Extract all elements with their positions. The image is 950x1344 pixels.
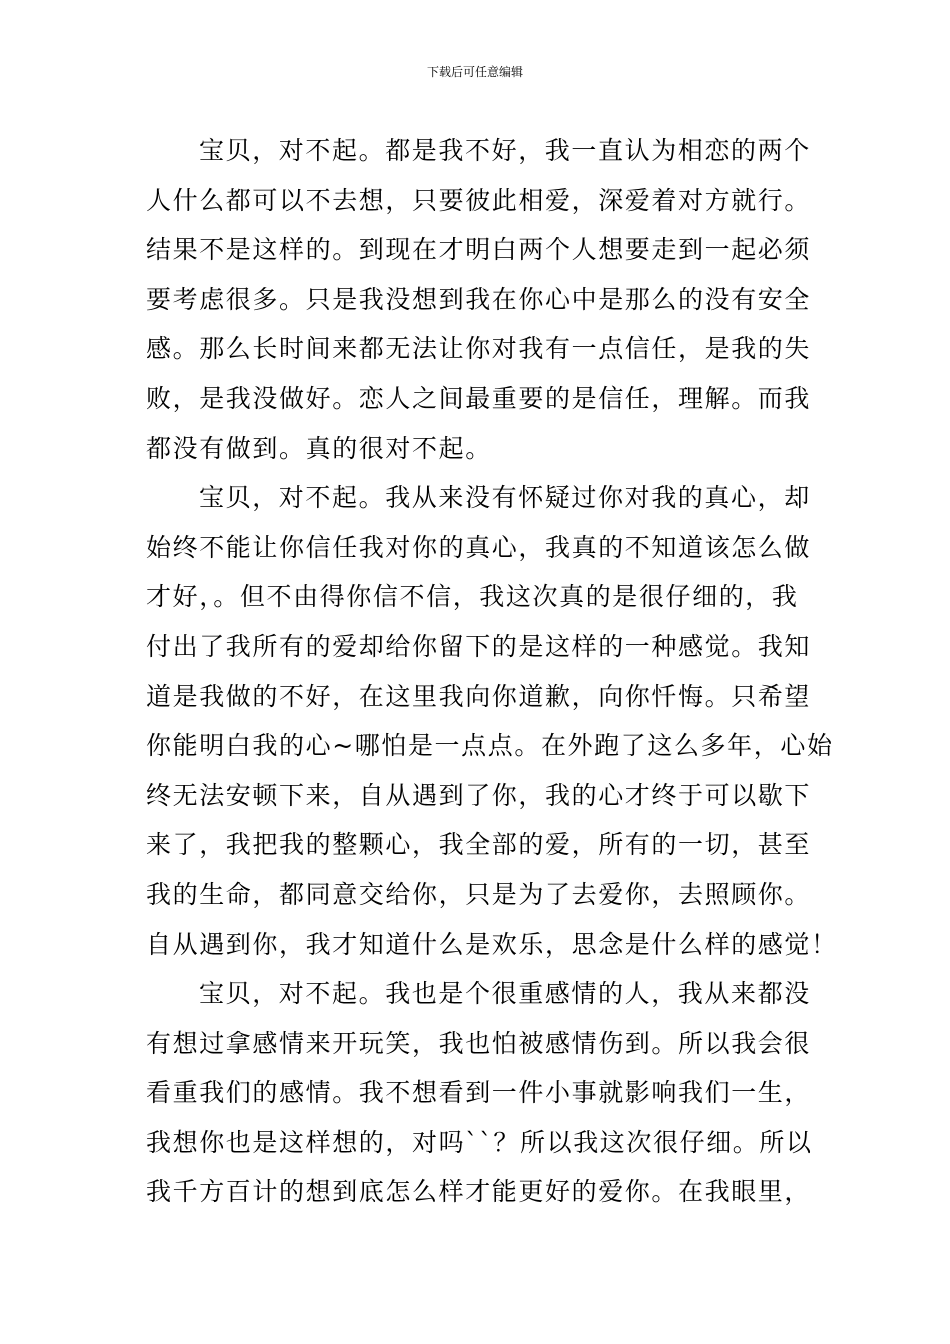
- text-line: 道是我做的不好，在这里我向你道歉，向你忏悔。只希望: [146, 681, 812, 711]
- text-line: 看重我们的感情。我不想看到一件小事就影响我们一生，: [146, 1078, 812, 1108]
- text-line: 你能明白我的心~哪怕是一点点。在外跑了这么多年，心始: [146, 731, 834, 761]
- document-body: [146, 126, 838, 1217]
- text-line: 有想过拿感情来开玩笑，我也怕被感情伤到。所以我会很: [146, 1028, 812, 1058]
- text-line: 宝贝，对不起。都是我不好，我一直认为相恋的两个: [199, 136, 811, 165]
- page-header: 下载后可任意编辑: [426, 65, 523, 79]
- text-line: 付出了我所有的爱却给你留下的是这样的一种感觉。我知: [146, 631, 812, 661]
- text-line: 始终不能让你信任我对你的真心，我真的不知道该怎么做: [146, 532, 812, 562]
- text-line: 终无法安顿下来，自从遇到了你，我的心才终于可以歇下: [146, 780, 812, 810]
- text-line: 我想你也是这样想的，对吗``？所以我这次很仔细。所以: [146, 1127, 813, 1157]
- paragraph-3: [146, 969, 816, 1217]
- text-line: 人什么都可以不去想，只要彼此相爱，深爱着对方就行。: [146, 185, 812, 215]
- text-line: 要考虑很多。只是我没想到我在你心中是那么的没有安全: [146, 284, 812, 314]
- text-line: 才好，。但不由得你信不信，我这次真的是很仔细的，我: [146, 582, 799, 612]
- text-line: 我的生命，都同意交给你，只是为了去爱你，去照顾你。: [146, 879, 812, 909]
- text-line: 结果不是这样的。到现在才明白两个人想要走到一起必须: [146, 235, 812, 265]
- paragraph-1: [146, 126, 816, 473]
- text-line: 来了，我把我的整颗心，我全部的爱，所有的一切，甚至: [146, 830, 812, 860]
- text-line: 宝贝，对不起。我从来没有怀疑过你对我的真心，却: [199, 483, 811, 513]
- text-line: 宝贝，对不起。我也是个很重感情的人，我从来都没: [199, 979, 811, 1009]
- text-line: 败，是我没做好。恋人之间最重要的是信任，理解。而我: [146, 383, 812, 413]
- text-line: 都没有做到。真的很对不起。: [146, 433, 492, 463]
- text-line: 我千方百计的想到底怎么样才能更好的爱你。在我眼里，: [146, 1177, 812, 1207]
- text-line: 感。那么长时间来都无法让你对我有一点信任，是我的失: [146, 334, 812, 364]
- paragraph-2: [146, 473, 838, 969]
- text-line: 自从遇到你，我才知道什么是欢乐，思念是什么样的感觉！: [146, 929, 838, 959]
